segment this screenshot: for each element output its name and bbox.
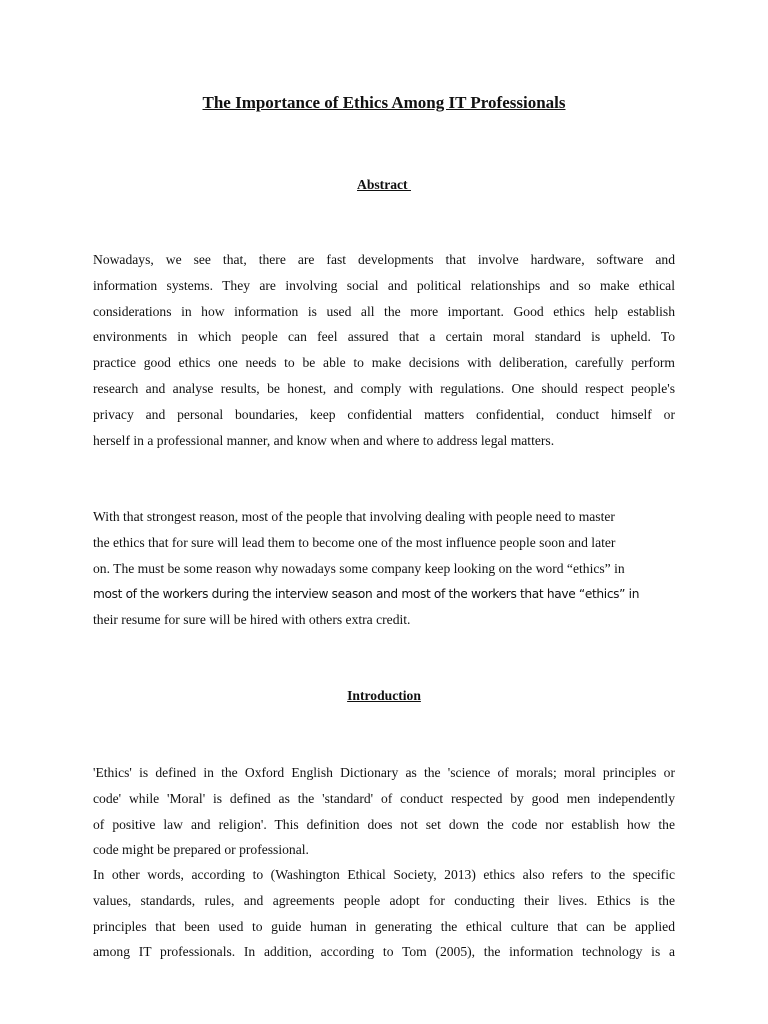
text-line: Nowadays, we see that, there are fast developments that involve hardware, software and <box>93 252 675 267</box>
text-line: considerations in how information is used all the more important. Good ethics help establish <box>93 303 675 319</box>
text-line: the ethics that for sure will lead them to become one of the most influence people soon and later <box>93 534 616 550</box>
text-line: values, standards, rules, and agreements people adopt for conducting their lives. Ethics is the <box>93 892 675 908</box>
introduction-paragraph-2 <box>93 866 675 969</box>
text-line: their resume for sure will be hired with others extra credit. <box>93 612 411 628</box>
text-line: information systems. They are involving social and political relationships and so make ethical <box>93 277 675 293</box>
text-line: In other words, according to (Washington Ethical Society, 2013) ethics also refers to the specific <box>93 867 675 882</box>
text-line: research and analyse results, be honest, and comply with regulations. One should respect people's <box>93 380 675 396</box>
text-line: code might be prepared or professional. <box>93 842 309 858</box>
document-title: The Importance of Ethics Among IT Professionals <box>202 93 566 112</box>
text-line: privacy and personal boundaries, keep confidential matters confidential, conduct himself or <box>93 406 675 422</box>
abstract-heading: Abstract <box>357 177 411 192</box>
text-line: 'Ethics' is defined in the Oxford English Dictionary as the 'science of morals; moral principles or <box>93 765 675 780</box>
text-line: among IT professionals. In addition, according to Tom (2005), the information technology is a <box>93 944 675 960</box>
text-line: With that strongest reason, most of the people that involving dealing with people need to master <box>93 509 615 524</box>
text-line: most of the workers during the interview season and most of the workers that have “ethics” in <box>93 587 640 602</box>
text-line: herself in a professional manner, and know when and where to address legal matters. <box>93 432 555 448</box>
text-line: on. The must be some reason why nowadays some company keep looking on the word “ethics” in <box>93 560 625 576</box>
introduction-heading: Introduction <box>347 688 421 703</box>
text-line: practice good ethics one needs to be able to make decisions with deliberation, carefully perform <box>93 355 675 371</box>
text-line: of positive law and religion'. This definition does not set down the code nor establish how the <box>93 816 675 832</box>
text-line: environments in which people can feel assured that a certain moral standard is upheld. To <box>93 329 675 345</box>
introduction-paragraph-1 <box>93 764 675 867</box>
abstract-paragraph-2 <box>93 508 675 637</box>
text-line: principles that been used to guide human in generating the ethical culture that can be applied <box>93 918 675 934</box>
text-line: code' while 'Moral' is defined as the 'standard' of conduct respected by good men independently <box>93 790 675 806</box>
abstract-paragraph-1 <box>93 251 675 457</box>
